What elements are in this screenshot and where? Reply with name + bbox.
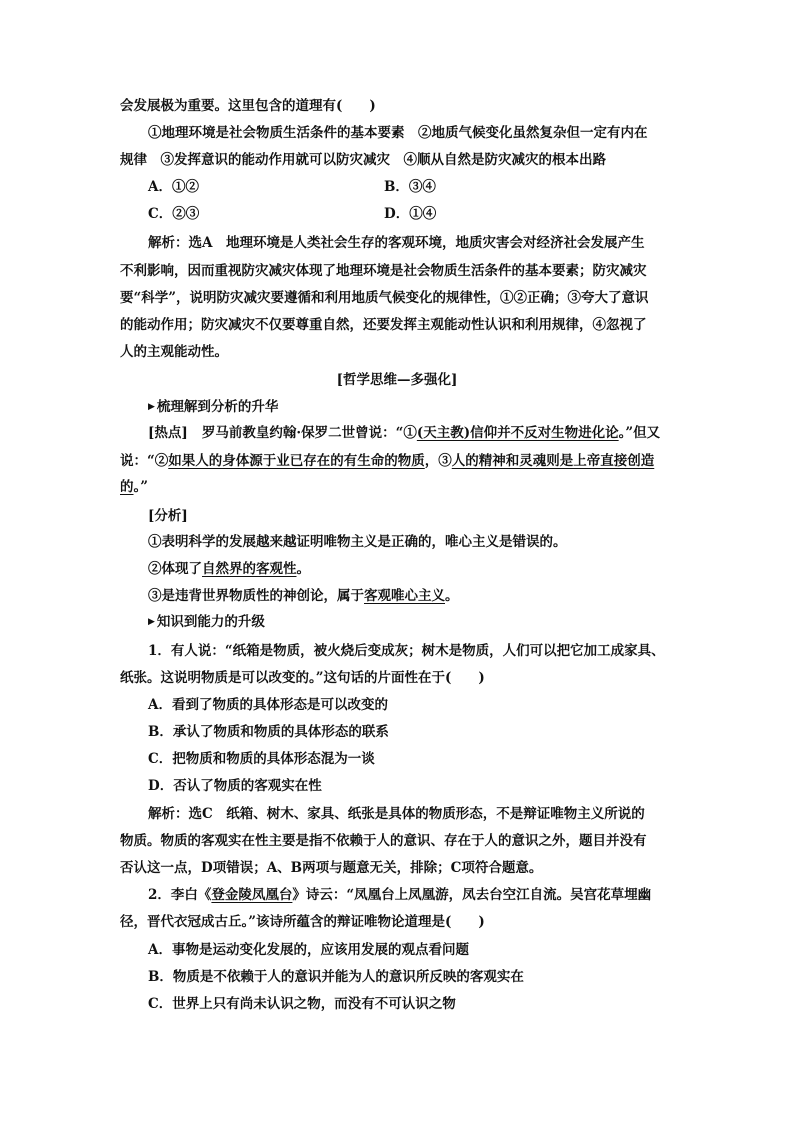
- option-row-2: [148, 204, 648, 224]
- question-stem-end: 会发展极为重要。这里包含的道理有( ): [120, 98, 376, 114]
- question-statements: ①地理环境是社会物质生活条件的基本要素 ②地质气候变化虽然复杂但一定有内在: [148, 125, 648, 141]
- analysis-line: ②体现了自然界的客观性。: [148, 561, 310, 577]
- option-a: A．①②: [148, 179, 199, 195]
- explanation-line: 解析：选A 地理环境是人类社会生存的客观环境，地质灾害会对经济社会发展产生: [148, 235, 645, 251]
- option-b: B．承认了物质和物质的具体形态的联系: [148, 724, 389, 740]
- analysis-line: ①表明科学的发展越来越证明唯物主义是正确的，唯心主义是错误的。: [148, 534, 567, 550]
- explanation-line: 人的主观能动性。: [120, 344, 228, 360]
- analysis-line: ③是违背世界物质性的神创论，属于客观唯心主义。: [148, 588, 459, 604]
- question-stem: 1．有人说：“纸箱是物质，被火烧后变成灰；树木是物质，人们可以把它加工成家具、: [148, 643, 665, 659]
- triangle-icon: ▶: [148, 402, 155, 412]
- hotspot-tag: [热点]: [148, 425, 188, 441]
- question-stem: 2．李白《登金陵凤凰台》诗云：“凤凰台上凤凰游，凤去台空江自流。吴宫花草埋幽: [148, 887, 652, 903]
- option-d: D．①④: [384, 206, 437, 222]
- option-a: A．看到了物质的具体形态是可以改变的: [148, 697, 388, 713]
- option-row-1: [148, 177, 648, 197]
- subsection-heading: ▶ 知识到能力的升级: [148, 614, 265, 630]
- explanation-line: 否认这一点，D项错误；A、B两项与题意无关，排除；C项符合题意。: [120, 860, 543, 876]
- option-d: D．否认了物质的客观实在性: [148, 778, 322, 794]
- section-title: [哲学思维—多强化]: [336, 372, 458, 388]
- explanation-line: 的能动作用；防灾减灾不仅要尊重自然，还要发挥主观能动性认识和利用规律，④忽视了: [120, 317, 647, 333]
- explanation-line: 解析：选C 纸箱、树木、家具、纸张是具体的物质形态，不是辩证唯物主义所说的: [148, 806, 645, 822]
- explanation-line: 不利影响，因而重视防灾减灾体现了地理环境是社会物质生活条件的基本要素；防灾减灾: [120, 263, 647, 279]
- subsection-heading: ▶ 梳理解到分析的升华: [148, 399, 279, 415]
- option-b: B．③④: [384, 179, 436, 195]
- triangle-icon: ▶: [148, 617, 155, 627]
- explanation-line: 物质。物质的客观实在性主要是指不依赖于人的意识、存在于人的意识之外，题目并没有: [120, 833, 647, 849]
- option-c: C．把物质和物质的具体形态混为一谈: [148, 751, 375, 767]
- explanation-line: 要“科学”，说明防灾减灾要遵循和利用地质气候变化的规律性，①②正确；③夸大了意识: [120, 290, 649, 306]
- option-c: C．②③: [148, 206, 200, 222]
- analysis-tag: [分析]: [148, 508, 188, 524]
- option-b: B．物质是不依赖于人的意识并能为人的意识所反映的客观实在: [148, 969, 524, 985]
- hotspot-line: [热点] 罗马前教皇约翰·保罗二世曾说：“①(天主教)信仰并不反对生物进化论。”但又: [148, 425, 661, 441]
- question-stem: 纸张。这说明物质是可以改变的。”这句话的片面性在于( ): [120, 670, 485, 686]
- hotspot-line: 说：“②如果人的身体源于业已存在的有生命的物质，③人的精神和灵魂则是上帝直接创造: [120, 453, 655, 469]
- option-a: A．事物是运动变化发展的，应该用发展的观点看问题: [148, 942, 469, 958]
- question-stem: 径，晋代衣冠成古丘。”该诗所蕴含的辩证唯物论道理是( ): [120, 914, 485, 930]
- question-statements-cont: 规律 ③发挥意识的能动作用就可以防灾减灾 ④顺从自然是防灾减灾的根本出路: [120, 152, 606, 168]
- option-c: C．世界上只有尚未认识之物，而没有不可认识之物: [148, 996, 456, 1012]
- hotspot-line: 的。”: [120, 479, 149, 495]
